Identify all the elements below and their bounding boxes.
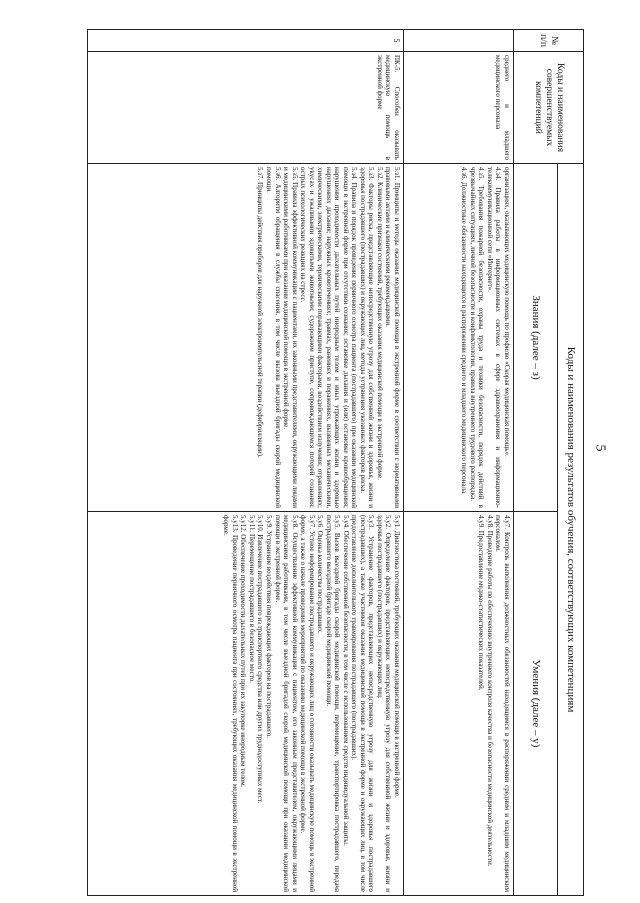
header-num: № п/п: [514, 30, 584, 52]
skill-item: 5.у7. Устное информирование пострадавшего и окружающих лиц о готовности оказывать медицинскую помощь в экстренной форме, а также о начале проведения мероприятий по оказанию медицинской помощи в экстренной форме.: [299, 515, 316, 892]
skill-item: 5.у9. Устранение воздействия повреждающих факторов на пострадавшего.: [265, 515, 274, 738]
skill-item: 5.у10. Извлечение пострадавшего из транспортного средства или других труднодоступных мест.: [256, 515, 265, 804]
table-row: [404, 30, 514, 896]
row-number: 5: [88, 30, 404, 52]
skill-item: 5.у2. Определение факторов, представляющих непосредственную угрозу для собственной жизни и здоровья, жизни и здоровья пострадавшего (пострадавших) и окружающих лиц.: [375, 515, 393, 892]
page-number: 5: [592, 444, 608, 452]
row-number: [404, 30, 514, 52]
table-row: [88, 30, 404, 896]
skill-item: 4.у7. Контроль выполнения должностных обязанностей находящимся в распоряжении средним и младшим медицинским персоналом.: [494, 515, 511, 892]
header-skills: Умения (далее – у): [514, 512, 558, 896]
knowledge-item: 4.з6. Должностные обязанности находящихся в распоряжении среднего и младшего медицинского персонала.: [460, 167, 469, 495]
knowledge-item: 5.з6. Алгоритм обращения в службы спасения, в том числе вызова выездной бригады скорой медицинской помощи.: [265, 167, 282, 508]
knowledge-item: 5.з3. Факторы риска, представляющие непосредственную угрозу для собственной жизни и здоровья, жизни и здоровья пострадавшего (пострадавших) и окружающих лиц, методы устранения указанных факторов риска.: [358, 167, 376, 508]
knowledge-item: 5.з2. Клинические признаки состояний, требующих оказания медицинской помощи в экстренной форме.: [375, 167, 384, 480]
skills-cell: [404, 512, 514, 896]
skill-item: 5.у5. Вызов выездной бригады скорой медицинской помощи, перемещение, транспортировка пострадавшего, передача пострадавшего выездной бригаде скорой медицинской помощи.: [324, 515, 342, 892]
skill-item: 5.у3. Устранение факторов, представляющих непосредственную угрозу для жизни и здоровья пострадавшего (пострадавших), а также участников оказания медицинской помощи в экстренной форме и окружающих лиц, в том числе предоставление дополнительного травмирования пострадавшего (пострадавших).: [350, 515, 376, 892]
skills-cell: [88, 512, 404, 896]
skill-item: 4.у8. Проведение работы по обеспечению внутреннего контроля качества и безопасности медицинской деятельности.: [485, 515, 494, 867]
knowledge-item: 5.з7. Принципы действия приборов для наружной электроимпульсной терапии (дефибрилляции).: [256, 167, 265, 458]
competency-code: ПК-5. Способен оказывать медицинскую помощь в экстренной форме: [88, 52, 404, 164]
skill-item: 5.у13. Проведение первичного осмотра пациента при состояниях, требующих оказания медицинской помощи в экстренной форме.: [222, 515, 239, 892]
skill-item: 4.у9. Предоставление медико-статистических показателей.: [477, 515, 486, 691]
header-codes: Коды и наименования совершенствуемых компетенций: [514, 52, 584, 164]
header-results: Коды и наименования результатов обучения, соответствующих компетенциям: [558, 164, 584, 896]
rotated-table-sheet: [88, 29, 584, 895]
knowledge-cell: [404, 164, 514, 512]
knowledge-item: 5.з4. Правила и порядок проведения первичного осмотра пациента (пострадавшего) при оказании медицинской помощи в экстренной форме при отсутствии сознания; остановке дыхания и (или) остановке кровообращения; нарушении проходимости дыхательных путей инородным телом и иных угрожающих жизни и здоровью нарушениях дыхания; наружных кровотечениях; травмах, ранениях и поражениях, вызванных механическими, химическими, электрическими, термическими поражающими факторами, воздействием излучения; отравлениях; укусах и ужаливании ядовитыми животными; судорожном приступе, сопровождающемся потерей сознания; острых психологических реакциях на стресс.: [299, 167, 359, 508]
knowledge-item: 5.з1. Принципы и методы оказания медицинской помощи в экстренной форме в соответствии с нормативными правовыми актами и клиническими рекомендациями.: [384, 167, 401, 508]
skill-item: 5.у1. Диагностика состояний, требующих оказания медицинской помощи в экстренной форме.: [393, 515, 401, 798]
knowledge-item: 4.з4. Правила работы в информационных системах в сфере здравоохранения и информационно-телекоммуникационной сети «Интернет».: [485, 167, 503, 508]
skill-item: 5.у8. Осуществление эффективной коммуникации с пациентом, его законным представителем, окружающими лицами и медицинскими работниками, в том числе выездной бригадой скорой медицинской помощи при оказании медицинской помощи в экстренной форме.: [273, 515, 299, 892]
knowledge-item: 4.з5. Требования пожарной безопасности, охраны труда и техники безопасности, порядок действий в чрезвычайных ситуациях, личной безопасности и конфликтологии, правила внутреннего трудового распорядка.: [468, 167, 486, 508]
skill-item: 5.у12. Обеспечение проходимости дыхательных путей при их закупорке инородным телом.: [239, 515, 248, 788]
competency-code: среднего и младшего медицинского персонала: [404, 52, 514, 164]
knowledge-cell: [88, 164, 404, 512]
knowledge-item: 5.з5. Правила эффективной коммуникации с пациентами, их законными представителями, окружающими лицами и медицинскими работниками при оказании медицинской помощи в экстренной форме.: [282, 167, 299, 508]
knowledge-item: организациях, оказывающих медицинскую помощь по профилю «Скорая медицинская помощь».: [503, 167, 511, 457]
header-knowledge: Знания (далее – з): [514, 164, 558, 512]
skill-item: 5.у4. Обеспечение собственной безопасности, в том числе с использованием средств индивидуальной защиты.: [341, 515, 350, 846]
skill-item: 5.у6. Оценка количества пострадавших.: [316, 515, 325, 634]
skill-item: 5.у11. Перемещение пострадавшего в безопасное место.: [247, 515, 256, 683]
competency-table: [87, 29, 584, 896]
